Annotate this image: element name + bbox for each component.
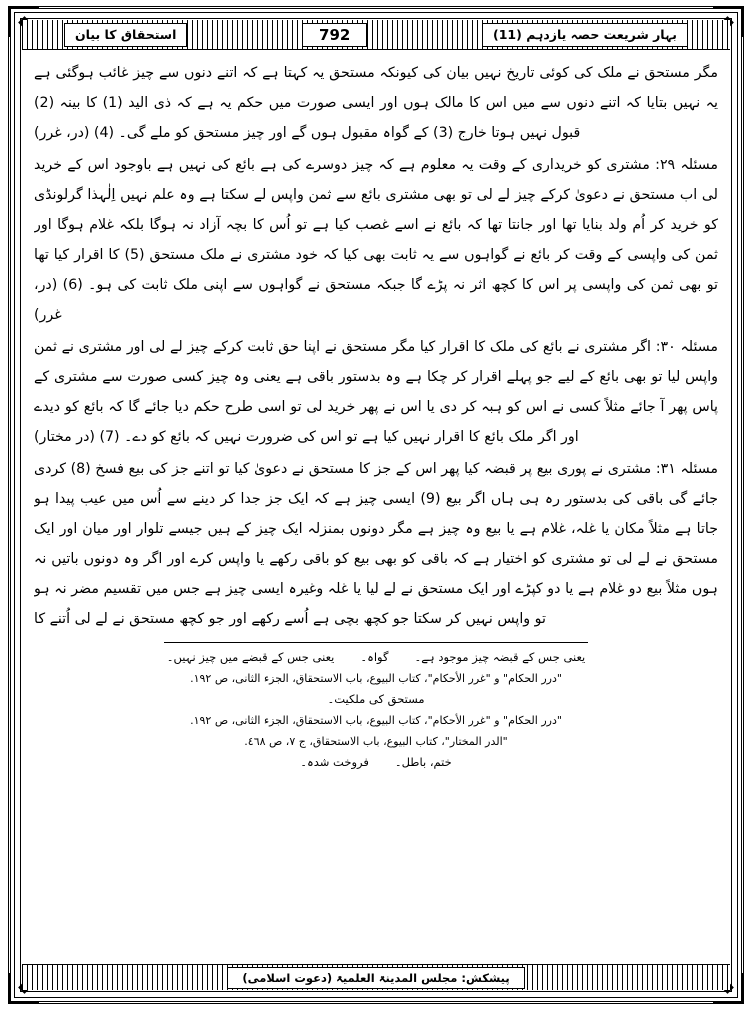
footnote-row-2 (34, 752, 718, 773)
paragraph-masla-29: مسئلہ ۲۹: مشتری کو خریداری کے وقت یہ معلوم ہے کہ چیز دوسرے کی ہے بائع کی نہیں ہے باوجود اس کے خرید لی اب مستحق نے دعویٰ کرکے چیز لے لی تو بھی مشتری بائع سے ثمن واپس لے سکتا ہے وہ علم نہیں اِلٰہذا گرلونڈی کو خرید کر اُم ولد بنایا تھا اور جانتا تھا کہ بائع نے اسے غصب کیا ہے تو اُس کا بچہ آزاد نہ ہوگا بلکہ غلام ہوگا اور ثمن کی واپسی کے وقت کر بائع نے گواہوں سے یہ ثابت بھی کیا کہ خود مشتری نے ملک مستحق (5) کا اقرار کیا تھا تو بھی ثمن کی واپسی پر اس کا کچھ اثر نہ پڑے گا جبکہ مستحق نے گواہوں سے اپنی ملک ثابت کی ہو۔ (6) (در، غرر) (34, 157, 718, 323)
publisher-label: پیشکش: مجلس المدینۃ العلمیۃ (دعوت اسلامی) (227, 967, 524, 989)
footnote-reference-1: "درر الحکام" و "غرر الأحکام"، کتاب البیوع، باب الاستحقاق، الجزء الثانی، ص ١٩٢. (190, 672, 562, 685)
footnote-row-1 (34, 647, 718, 668)
footnote-2-text: گواہ۔ (360, 650, 389, 664)
paragraph-continuation: مگر مستحق نے ملک کی کوئی تاریخ نہیں بیان کی کیونکہ مستحق یہ کہتا ہے کہ اتنے دنوں سے چیز غائب ہوگئی ہے یہ نہیں بتایا کہ اتنے دنوں سے میں اس کا مالک ہوں اور ایسی صورت میں حکم یہ ہے کہ ذی الید (1) کا بینہ (2) قبول نہیں ہوتا خارج (3) کے گواہ مقبول ہوں گے اور چیز مستحق کو ملے گی۔ (4) (در، غرر) (34, 65, 718, 141)
footnote-area (34, 647, 718, 773)
page-footer (22, 964, 730, 990)
header-book-title: بہار شریعت حصہ یازدہم (11) (482, 23, 688, 47)
paragraph-masla-30: مسئلہ ۳۰: اگر مشتری نے بائع کی ملک کا اقرار کیا مگر مستحق نے اپنا حق ثابت کرکے چیز لے لی اور مشتری نے ثمن واپس لیا تو بھی بائع کے لیے جو پہلے اقرار کر چکا ہے وہ بدستور باقی ہے یعنی وہ چیز کسی صورت سے مشتری کے پاس پھر آ جائے مثلاً کسی نے اس کو ہبہ کر دی یا اس نے پھر خرید لی تو اسی طرح حکم دیا جائے گا کہ بائع کو دیدے اور اگر ملک بائع کا اقرار نہیں کیا ہے تو اس کی ضرورت نہیں کہ بائع کو دے۔ (7) (در مختار) (34, 339, 718, 445)
footnote-8-text: ختم، باطل۔ (394, 755, 452, 769)
page-body (34, 58, 718, 958)
footnote-divider (164, 642, 588, 643)
footnote-reference-3: "الدر المختار"، کتاب البیوع، باب الاستحقاق، ج ٧، ص ٤٦٨. (244, 735, 508, 748)
footnote-1-text: یعنی جس کے قبضہ چیز موجود ہے۔ (414, 650, 586, 664)
footnote-3-text: یعنی جس کے قبضے میں چیز نہیں۔ (166, 650, 335, 664)
footnote-reference-2: "درر الحکام" و "غرر الأحکام"، کتاب البیوع، باب الاستحقاق، الجزء الثانی، ص ١٩٢. (190, 714, 562, 727)
header-chapter-title: استحقاق کا بیان (64, 23, 187, 47)
page-header (22, 20, 730, 50)
paragraph-masla-31: مسئلہ ۳۱: مشتری نے پوری بیع پر قبضہ کیا پھر اس کے جز کا مستحق نے دعویٰ کیا تو اتنے جز کی بیع فسخ (8) کردی جائے گی باقی کی بدستور رہ ہی ہاں اگر بیع (9) ایسی چیز ہے کہ ایک جز جدا کر دینے سے اُس میں عیب پیدا ہو جاتا ہے مثلاً مکان یا غلہ، غلام ہے یا بیع وہ چیز ہے مگر دونوں بمنزلہ ایک چیز کے ہیں جیسے تلوار اور میان اور ایک مستحق نے لے لی تو مشتری کو اختیار ہے کہ باقی کو بھی بیع کو باقی رکھے یا واپس کرے اور اگر وہ دونوں باتیں نہ ہوں مثلاً بیع دو غلام ہے یا دو کپڑے اور ایک مستحق نے لے لیا یا غلہ وغیرہ ایسی چیز ہے جس میں تقسیم مضر نہ ہو تو واپس نہیں کر سکتا جو کچھ بچی ہے اُسے رکھے اور جو کچھ مستحق نے لے لی اُتنے کا (34, 461, 718, 627)
page-number: 792 (302, 23, 367, 47)
footnote-9-text: فروخت شدہ۔ (300, 755, 369, 769)
footnote-5-text: مستحق کی ملکیت۔ (327, 692, 425, 706)
